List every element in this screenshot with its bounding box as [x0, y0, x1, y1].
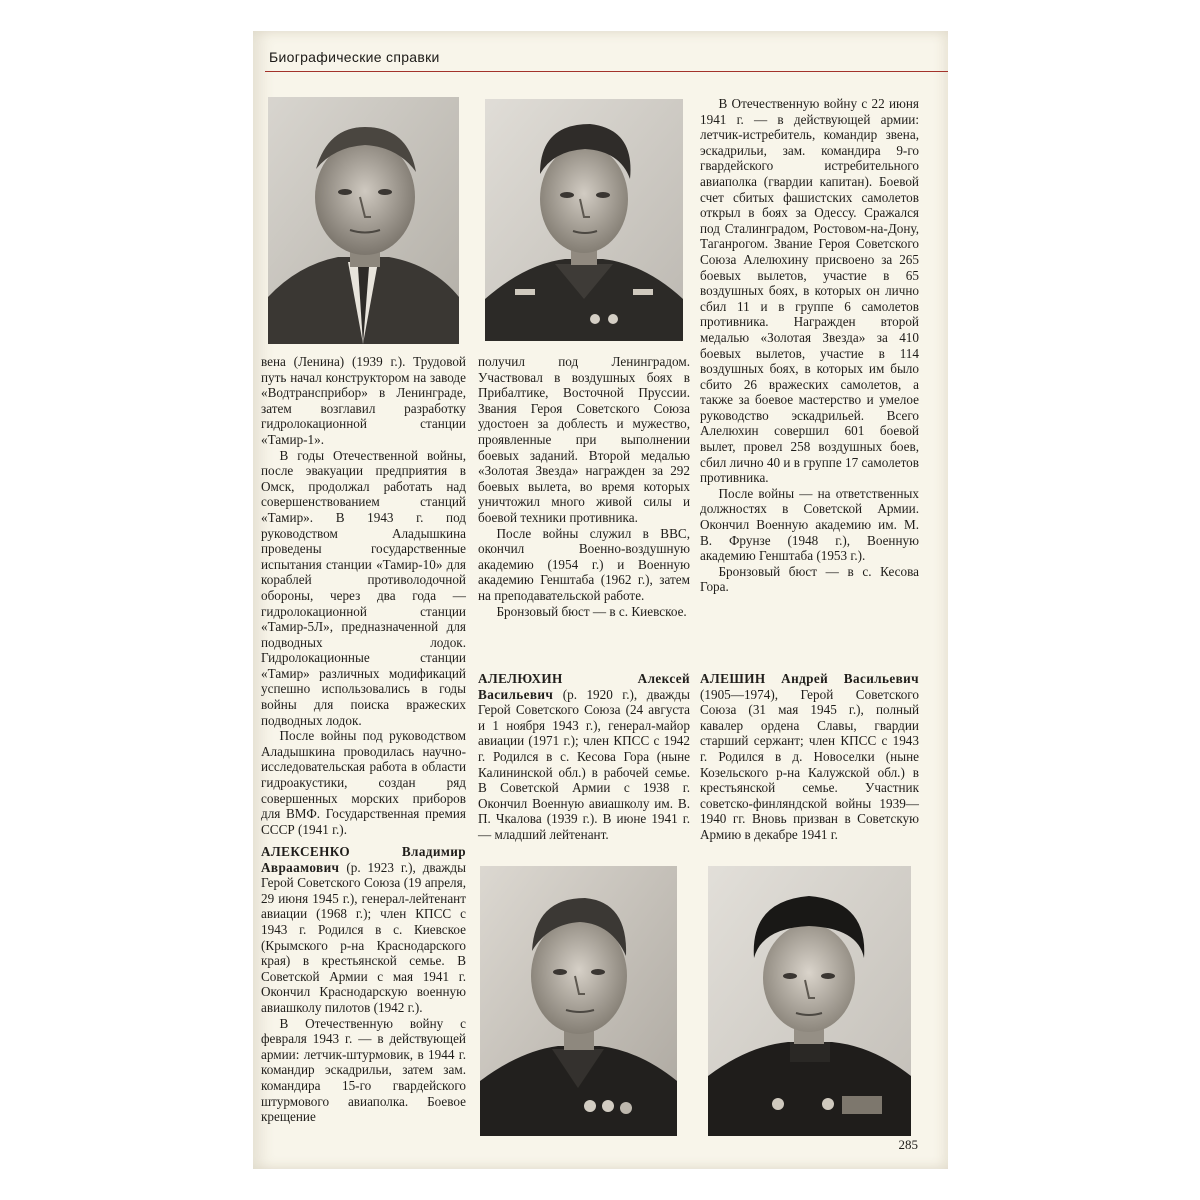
paragraph: В Отечественную войну с февраля 1943 г. — в действующей армии: летчик-штурмовик, в 1944 г. командир эскадрильи, затем зам. командира 15-го гвардейского штурмового авиаполка. Боевое крещение	[261, 1015, 466, 1125]
running-head: Биографические справки	[269, 49, 440, 65]
portrait-photo-1	[268, 97, 459, 344]
paragraph: Бронзовый бюст — в с. Киевское.	[496, 603, 687, 619]
portrait-photo-image	[485, 99, 683, 341]
entry-text: (1905—1974), Герой Советского Союза (31 мая 1945 г.), полный кавалер ордена Славы, гвардии старший сержант; член КПСС с 1943 г. Родился в д. Новоселки (ныне Козельского р-на Калужской обл.) в крестьянской семье. Участник советско-финляндской войны 1939—1940 гг. Вновь призван в Советскую Армию в декабре 1941 г.	[700, 686, 919, 842]
entry-aleshin	[700, 671, 919, 843]
headword: АЛЕКСЕНКО Владимир Авраамович	[261, 844, 466, 875]
text-column-3-lower	[700, 671, 919, 843]
portrait-photo-image	[480, 866, 677, 1136]
portrait-photo-image	[708, 866, 911, 1136]
paragraph: После войны под руководством Аладышкина проводилась научно-исследовательская работа в области гидроакустики, создан ряд совершенных морских приборов для ВМФ. Государственная премия СССР (1941 г.).	[261, 728, 466, 837]
portrait-photo-3	[480, 866, 677, 1136]
text-column-2-lower	[478, 671, 690, 843]
paragraph: Бронзовый бюст — в с. Кесова Гора.	[700, 563, 919, 595]
page-number: 285	[898, 1137, 918, 1152]
paragraph: После войны — на ответственных должностях в Советской Армии. Окончил Военную академию им. М. В. Фрунзе (1948 г.), Военную академию Генштаба (1953 г.).	[700, 485, 919, 564]
text-column-1-lower	[261, 844, 466, 1125]
header-rule	[265, 71, 948, 72]
text-column-3-upper	[700, 96, 919, 595]
paragraph: После войны служил в ВВС, окончил Военно-воздушную академию (1954 г.) и Военную академию Генштаба (1962 г.), затем на преподавательской работе.	[478, 525, 690, 603]
paragraph: вена (Ленина) (1939 г.). Трудовой путь начал конструктором на заводе «Водтрансприбор» в Ленинграде, затем возглавил разработку гидролокационной станции «Тамир-1».	[261, 354, 466, 447]
paragraph: В Отечественную войну с 22 июня 1941 г. — в действующей армии: летчик-истребитель, командир звена, эскадрильи, зам. командира 9-го гвардейского истребительного авиаполка (гвардии капитан). Боевой счет сбитых фашистских самолетов открыл в боях за Одессу. Сражался под Сталинградом, Ростовом-на-Дону, Таганрогом. Звание Героя Советского Союза Алелюхину присвоено за 265 боевых вылетов, участие в 65 воздушных боях, в которых он лично сбил 11 и в группе 6 самолетов противника. Награжден второй медалью «Золотая Звезда» за 410 боевых вылетов, участие в 114 воздушных боях, в которых им было сбито 26 вражеских самолетов, а также за боевое мастерство и умелое руководство эскадрильей. Всего Алелюхин совершил 601 боевой вылет, провел 258 воздушных боев, сбил лично 40 и в группе 17 самолетов противника.	[700, 96, 919, 486]
headword: АЛЕЛЮХИН Алексей Васильевич	[478, 671, 690, 702]
entry-aleksenko	[261, 844, 466, 1016]
text-column-2-upper	[478, 354, 690, 619]
entry-text: (р. 1923 г.), дважды Герой Советского Союза (19 апреля, 29 июня 1945 г.), генерал-лейтенант авиации (1968 г.); член КПСС с 1943 г. Родился в с. Киевское (Крымского р-на Краснодарского края) в крестьянской семье. В Советской Армии с мая 1941 г. Окончил Краснодарскую военную авиашколу пилотов (1942 г.).	[261, 859, 466, 1015]
book-page	[253, 31, 948, 1169]
entry-text: (р. 1920 г.), дважды Герой Советского Союза (24 августа и 1 ноября 1943 г.), генерал-майор авиации (1971 г.); член КПСС с 1942 г. Родился в с. Кесова Гора (ныне Калининской обл.) в рабочей семье. В Советской Армии с 1938 г. Окончил Военную авиашколу им. В. П. Чкалова (1939 г.). В июне 1941 г. — младший лейтенант.	[478, 686, 690, 842]
portrait-photo-2	[485, 99, 683, 341]
portrait-photo-image	[268, 97, 459, 344]
paragraph: В годы Отечественной войны, после эвакуации предприятия в Омск, продолжал работать над совершенствованием станций «Тамир». В 1943 г. под руководством Аладышкина проведены государственные испытания станции «Тамир-10» для кораблей противолодочной обороны, через два года — гидролокационной станции «Тамир-5Л», предназначенной для подводных лодок. Гидролокационные станции «Тамир» различных модификаций успешно использовались в годы войны для поиска вражеских подводных лодок.	[261, 447, 466, 728]
text-column-1-upper	[261, 354, 466, 837]
portrait-photo-4	[708, 866, 911, 1136]
entry-alelyukhin	[478, 671, 690, 843]
headword: АЛЕШИН Андрей Васильевич	[700, 671, 919, 686]
paragraph: получил под Ленинградом. Участвовал в воздушных боях в Прибалтике, Восточной Пруссии. Звания Героя Советского Союза удостоен за доблесть и мужество, проявленные при выполнении боевых заданий. Второй медалью «Золотая Звезда» награжден за 292 боевых вылета, во время которых уничтожил много живой силы и боевой техники противника.	[478, 354, 690, 525]
